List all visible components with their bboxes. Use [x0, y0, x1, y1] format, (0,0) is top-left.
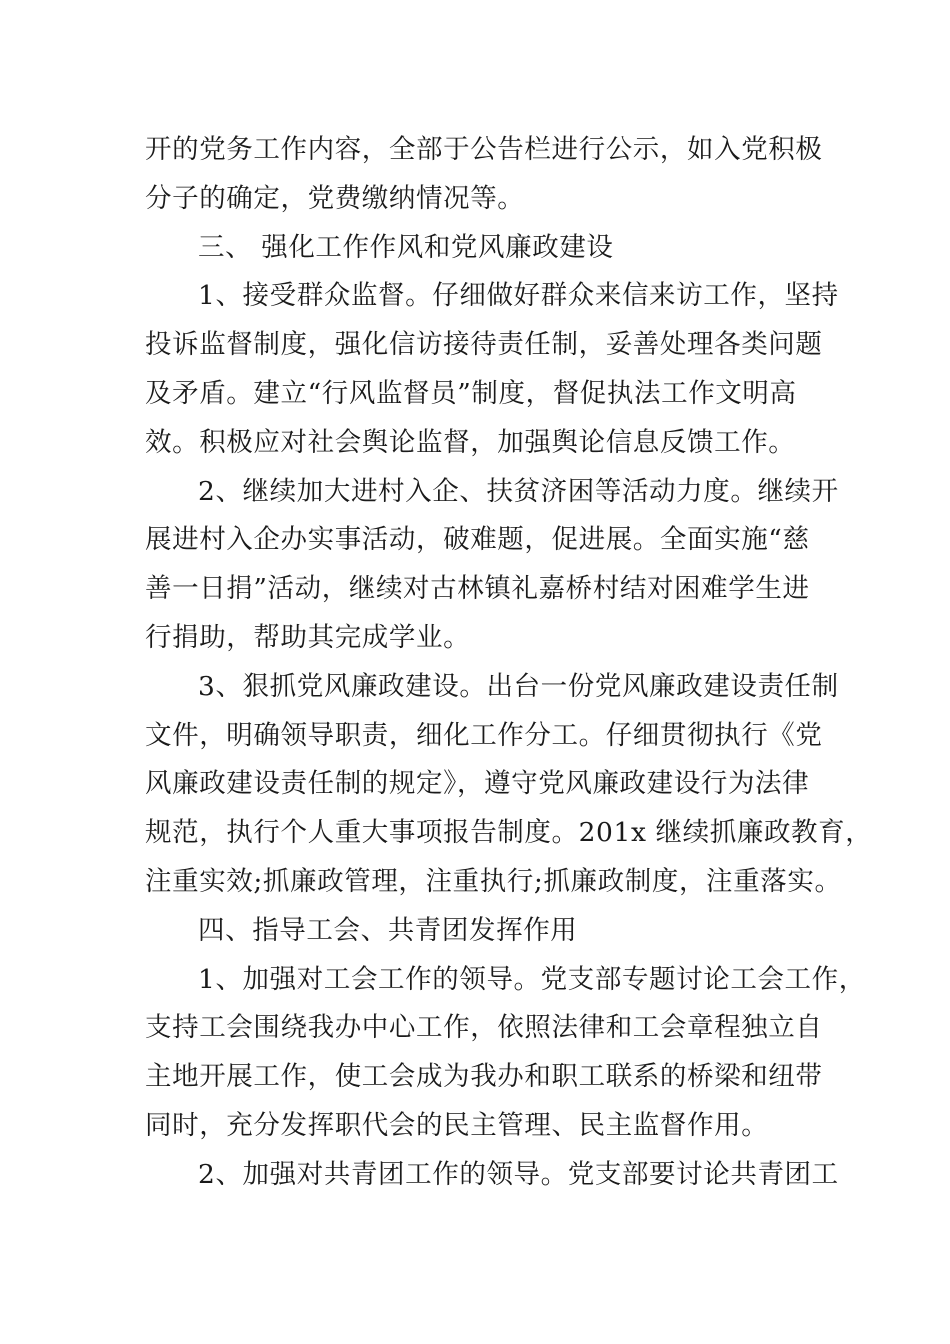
- paragraph-start: 3、狠抓党风廉政建设。出台一份党风廉政建设责任制: [198, 670, 839, 702]
- document-body: [145, 126, 873, 1200]
- body-line: 善一日捐”活动，继续对古林镇礼嘉桥村结对困难学生进: [145, 573, 810, 605]
- body-line: 注重实效;抓廉政管理，注重执行;抓廉政制度，注重落实。: [145, 865, 842, 897]
- body-line: 行捐助，帮助其完成学业。: [145, 621, 471, 653]
- body-line: 同时，充分发挥职代会的民主管理、民主监督作用。: [145, 1109, 769, 1141]
- body-line: 文件，明确领导职责，细化工作分工。仔细贯彻执行《党: [145, 719, 823, 751]
- paragraph-start: 1、接受群众监督。仔细做好群众来信来访工作，坚持: [198, 280, 839, 312]
- paragraph-start: 2、加强对共青团工作的领导。党支部要讨论共青团工: [198, 1158, 839, 1190]
- body-line: 分子的确定，党费缴纳情况等。: [145, 182, 525, 214]
- paragraph-start: 1、加强对工会工作的领导。党支部专题讨论工会工作，: [198, 963, 866, 995]
- body-line: 主地开展工作，使工会成为我办和职工联系的桥梁和纽带: [145, 1061, 823, 1093]
- body-line: 及矛盾。建立“行风监督员”制度，督促执法工作文明高: [145, 377, 797, 409]
- body-line: 展进村入企办实事活动，破难题，促进展。全面实施“慈: [145, 524, 810, 556]
- paragraph-start: 2、继续加大进村入企、扶贫济困等活动力度。继续开: [198, 475, 839, 507]
- body-line: 支持工会围绕我办中心工作，依照法律和工会章程独立自: [145, 1012, 823, 1044]
- section-heading-3: 三、 强化工作作风和党风廉政建设: [198, 231, 614, 263]
- body-line: 风廉政建设责任制的规定》，遵守党风廉政建设行为法律: [145, 768, 810, 800]
- body-line: 效。积极应对社会舆论监督，加强舆论信息反馈工作。: [145, 426, 796, 458]
- body-line: 开的党务工作内容，全部于公告栏进行公示，如入党积极: [145, 134, 823, 165]
- section-heading-4: 四、指导工会、共青团发挥作用: [198, 914, 578, 946]
- body-line: 投诉监督制度，强化信访接待责任制，妥善处理各类问题: [145, 329, 823, 361]
- body-line: 规范，执行个人重大事项报告制度。201x 继续抓廉政教育，: [145, 817, 873, 849]
